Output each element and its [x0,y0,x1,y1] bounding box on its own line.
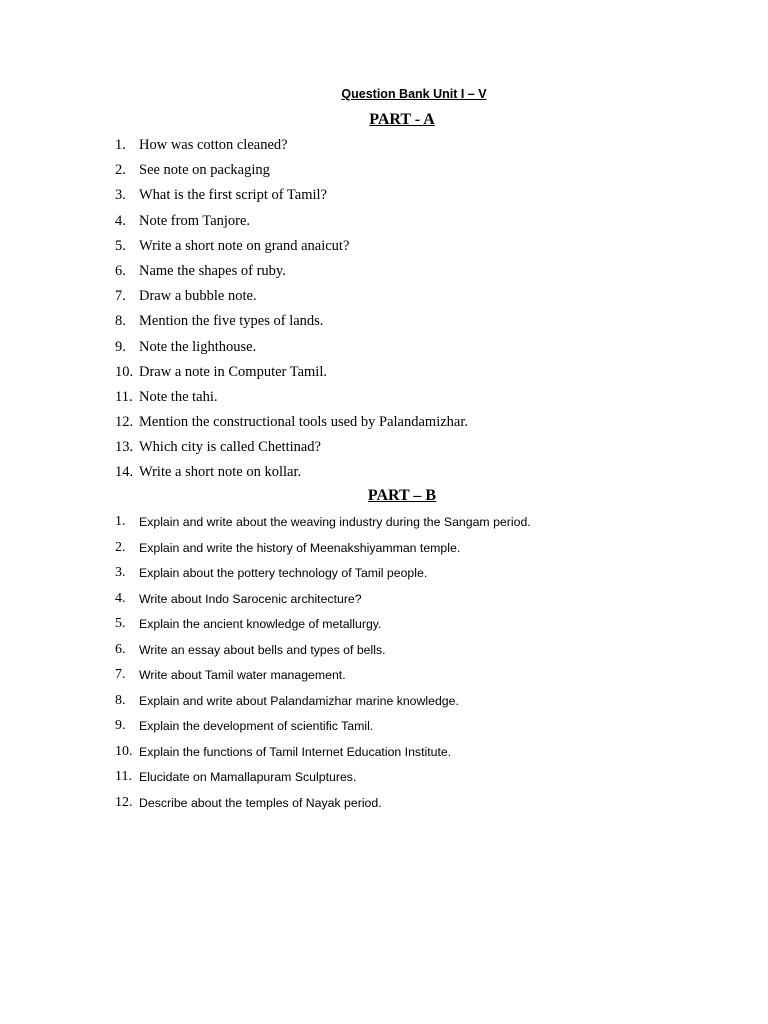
part-a-question-list [115,135,468,488]
list-item [115,615,531,641]
question-text: Explain the development of scientific Tamil. [139,719,374,733]
question-text: Explain and write about the weaving industry during the Sangam period. [139,515,531,529]
question-number: 11. [115,388,133,405]
list-item [115,539,531,565]
list-item [115,337,468,362]
question-number: 5. [115,616,126,631]
list-item [115,666,531,692]
question-number: 11. [115,769,132,784]
question-number: 9. [115,338,126,355]
list-item [115,794,531,820]
question-text: Draw a bubble note. [139,288,257,305]
question-number: 2. [115,162,126,179]
list-item [115,311,468,336]
question-text: Write a short note on grand anaicut? [139,237,350,254]
list-item [115,513,531,539]
list-item [115,286,468,311]
question-text: See note on packaging [139,162,270,179]
list-item [115,387,468,412]
question-number: 1. [115,137,126,153]
question-text: Draw a note in Computer Tamil. [139,363,327,380]
question-text: Note from Tanjore. [139,212,251,229]
list-item [115,692,531,718]
question-text: Which city is called Chettinad? [139,439,321,456]
part-a-heading: PART - A [369,111,435,128]
question-text: Elucidate on Mamallapuram Sculptures. [139,770,357,784]
list-item [115,717,531,743]
question-number: 2. [115,539,126,555]
question-number: 12. [115,414,134,431]
question-text: Explain the functions of Tamil Internet Education Institute. [139,744,452,759]
list-item [115,362,468,387]
question-number: 5. [115,237,126,254]
question-text: How was cotton cleaned? [139,137,288,153]
list-item [115,185,468,210]
question-text: Note the lighthouse. [139,338,257,355]
document-title: Question Bank Unit I – V [341,87,487,101]
list-item [115,437,468,462]
list-item [115,590,531,616]
list-item [115,160,468,185]
list-item [115,768,531,794]
question-text: Explain and write the history of Meenakshiyamman temple. [139,540,461,555]
question-number: 3. [115,565,126,580]
question-number: 9. [115,718,126,733]
question-text: Explain and write about Palandamizhar marine knowledge. [139,693,459,708]
question-number: 13. [115,439,134,456]
question-text: Mention the five types of lands. [139,313,324,330]
question-number: 7. [115,667,126,682]
question-text: Write about Tamil water management. [139,668,346,682]
list-item [115,261,468,286]
question-number: 10. [115,743,133,759]
list-item [115,743,531,769]
question-number: 7. [115,288,126,305]
question-text: Note the tahi. [139,388,218,405]
question-number: 4. [115,212,126,229]
list-item [115,564,531,590]
question-text: Write about Indo Sarocenic architecture? [139,591,362,606]
part-b-heading: PART – B [367,487,437,504]
question-text: Name the shapes of ruby. [139,262,286,279]
list-item [115,412,468,437]
question-text: Mention the constructional tools used by Palandamizhar. [139,414,469,431]
question-number: 3. [115,187,126,204]
question-number: 8. [115,313,126,330]
question-number: 6. [115,641,126,657]
list-item [115,236,468,261]
question-text: Write a short note on kollar. [139,464,302,481]
list-item [115,211,468,236]
question-number: 8. [115,692,126,708]
question-number: 14. [115,464,134,481]
question-number: 12. [115,794,133,810]
list-item [115,135,468,160]
question-text: Explain the ancient knowledge of metallurgy. [139,617,382,631]
question-number: 4. [115,590,126,606]
question-text: What is the first script of Tamil? [139,187,327,204]
question-number: 10. [115,363,134,380]
list-item [115,462,468,487]
question-number: 1. [115,514,126,529]
question-text: Explain about the pottery technology of Tamil people. [139,566,428,580]
question-text: Write an essay about bells and types of bells. [139,642,386,657]
part-b-question-list [115,513,531,819]
question-number: 6. [115,262,126,279]
question-text: Describe about the temples of Nayak period. [139,795,382,810]
list-item [115,641,531,667]
